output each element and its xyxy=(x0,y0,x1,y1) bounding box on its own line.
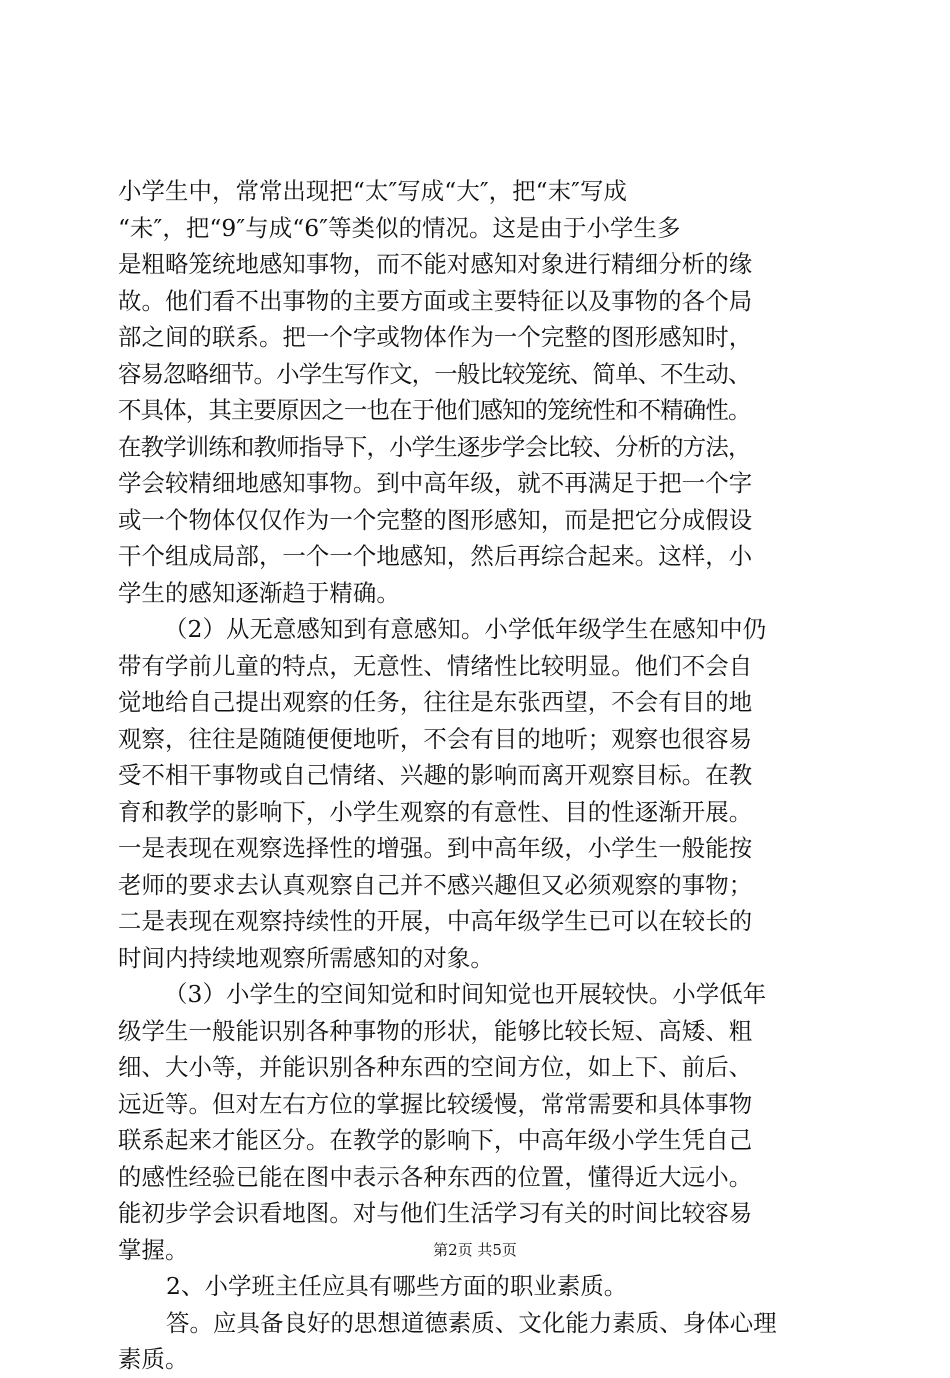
text-line: 故。他们看不出事物的主要方面或主要特征以及事物的各个局 xyxy=(118,286,753,315)
text-line: 部之间的联系。把一个字或物体作为一个完整的图形感知时， xyxy=(118,323,753,351)
text-line: 细、大小等，并能识别各种东西的空间方位，如上下、前后、 xyxy=(118,1053,753,1081)
text-line: 干个组成局部，一个一个地感知，然后再综合起来。这样，小 xyxy=(118,542,753,570)
text-line: 能初步学会识看地图。对与他们生活学习有关的时间比较容易 xyxy=(118,1199,753,1227)
paragraph-start-line: （3）小学生的空间知觉和时间知觉也开展较快。小学低年 xyxy=(164,980,767,1008)
text-line: 学会较精细地感知事物。到中高年级，就不再满足于把一个字 xyxy=(118,469,753,497)
question-line: 2、小学班主任应具有哪些方面的职业素质。 xyxy=(166,1272,628,1300)
text-line: 老师的要求去认真观察自己并不感兴趣但又必须观察的事物； xyxy=(118,870,753,899)
text-line: 时间内持续地观察所需感知的对象。 xyxy=(118,943,494,972)
text-line: 学生的感知逐渐趋于精确。 xyxy=(118,578,400,607)
text-line: 不具体，其主要原因之一也在于他们感知的笼统性和不精确性。 xyxy=(118,396,751,424)
text-line: 远近等。但对左右方位的掌握比较缓慢，常常需要和具体事物 xyxy=(118,1089,753,1118)
text-line: 容易忽略细节。小学生写作文，一般比较笼统、简单、不生动、 xyxy=(118,359,751,388)
paragraph-start-line: （2）从无意感知到有意感知。小学低年级学生在感知中仍 xyxy=(164,615,767,643)
text-line: 二是表现在观察持续性的开展，中高年级学生已可以在较长的 xyxy=(118,907,753,935)
text-line: 是粗略笼统地感知事物，而不能对感知对象进行精细分析的缘 xyxy=(118,250,753,278)
page-number-label: 第2页 共5页 xyxy=(433,1241,517,1259)
document-body xyxy=(118,173,840,1378)
text-line: 或一个物体仅仅作为一个完整的图形感知，而是把它分成假设 xyxy=(118,505,753,534)
answer-line: 答。应具备良好的思想道德素质、文化能力素质、身体心理 xyxy=(166,1308,777,1337)
text-line: 一是表现在观察选择性的增强。到中高年级，小学生一般能按 xyxy=(118,834,753,862)
text-line: 小学生中，常常出现把“太″写成“大″，把“末″写成 xyxy=(118,177,628,205)
text-line: 受不相干事物或自己情绪、兴趣的影响而离开观察目标。在教 xyxy=(118,761,753,789)
text-line: 觉地给自己提出观察的任务，往往是东张西望，不会有目的地 xyxy=(118,688,753,716)
text-line: 掌握。 xyxy=(118,1235,189,1264)
text-line: 育和教学的影响下，小学生观察的有意性、目的性逐渐开展。 xyxy=(118,797,753,826)
text-line: 带有学前儿童的特点，无意性、情绪性比较明显。他们不会自 xyxy=(118,651,753,680)
text-line: “未″，把“9″与成“6″等类似的情况。这是由于小学生多 xyxy=(118,213,681,242)
page-footer xyxy=(0,1240,950,1260)
text-line: 观察，往往是随随便便地听，不会有目的地听；观察也很容易 xyxy=(118,724,753,753)
text-line: 素质。 xyxy=(118,1345,189,1373)
text-line: 的感性经验已能在图中表示各种东西的位置，懂得近大远小。 xyxy=(118,1162,753,1191)
text-line: 在教学训练和教师指导下，小学生逐步学会比较、分析的方法， xyxy=(118,432,751,461)
text-line: 级学生一般能识别各种事物的形状，能够比较长短、高矮、粗 xyxy=(118,1016,753,1045)
text-line: 联系起来才能区分。在教学的影响下，中高年级小学生凭自己 xyxy=(118,1126,753,1154)
